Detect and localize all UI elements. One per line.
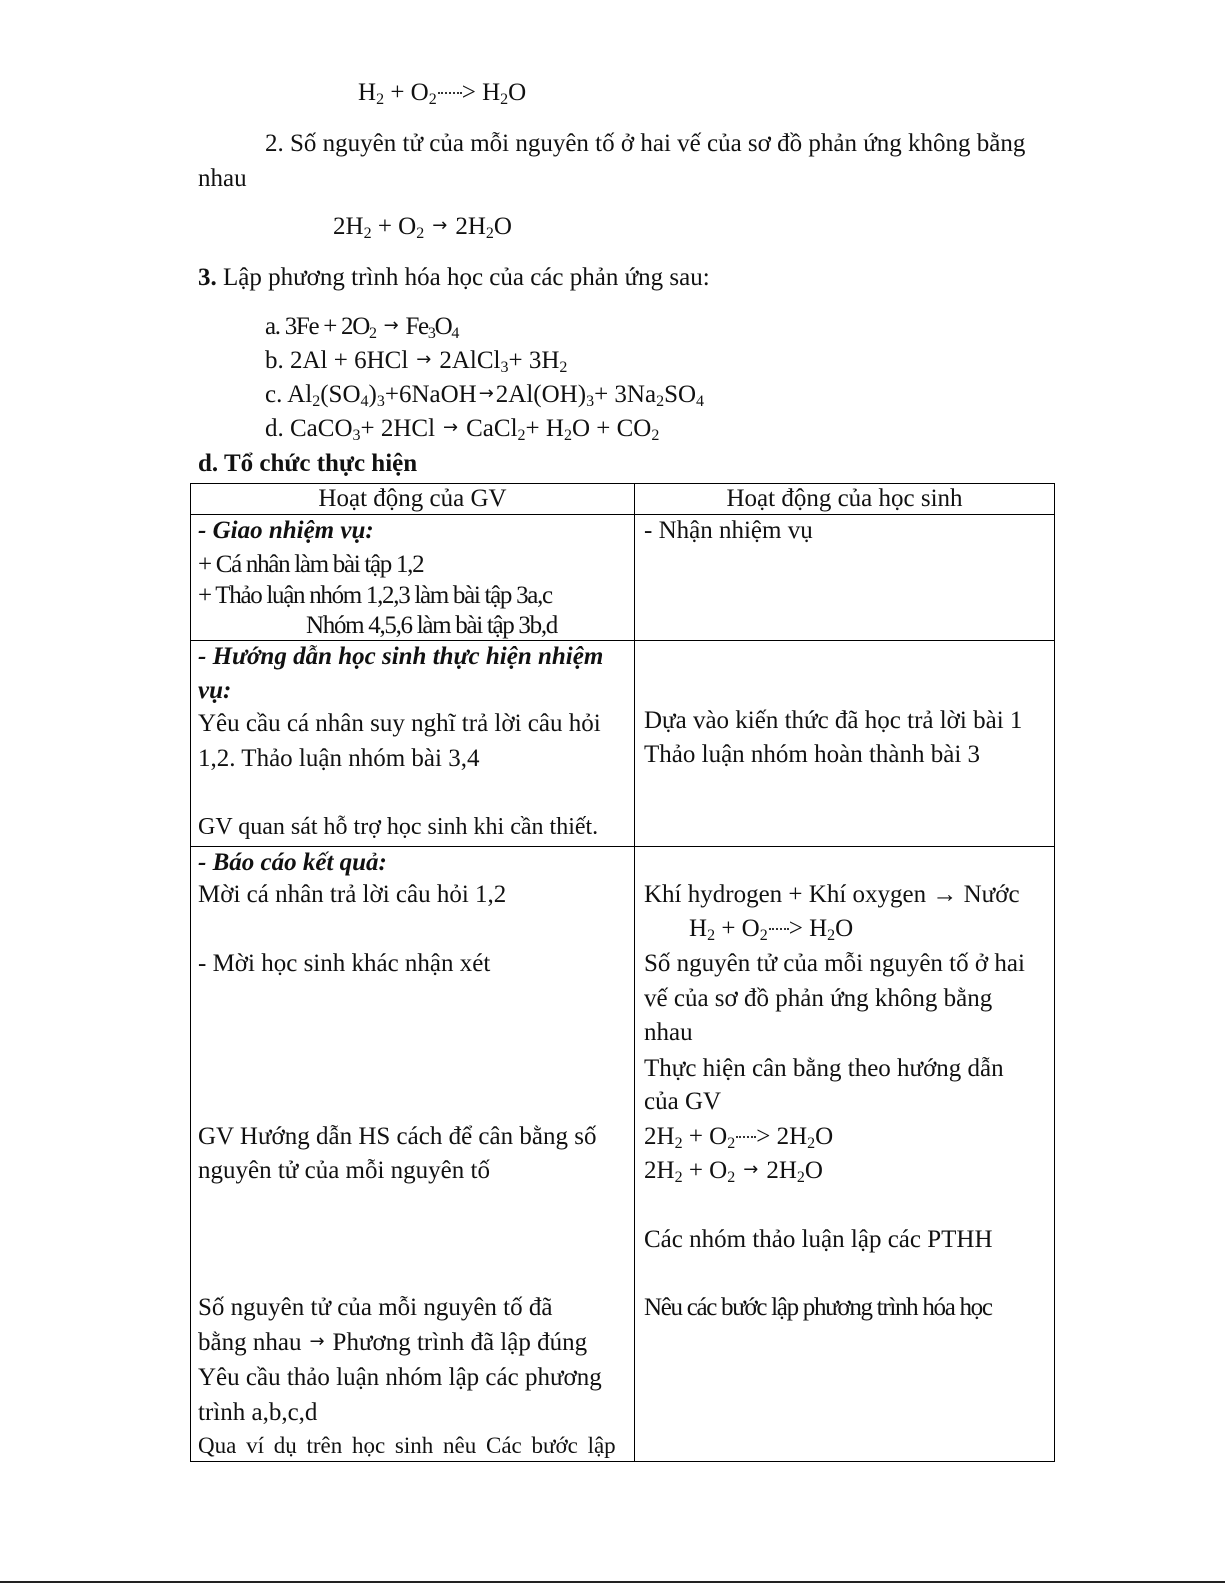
arrow-icon: → <box>416 349 432 370</box>
equation-d: d. CaCO$_3$+ 2HCl → CaCl$_2$+ $H_2O + CO_2$ <box>265 415 660 444</box>
arrow-icon: → <box>478 383 494 404</box>
item-2-text: 2. Số nguyên tử của mỗi nguyên tố ở hai vế của sơ đồ phản ứng không bằng <box>265 130 1026 157</box>
section-d-heading: d. Tổ chức thực hiện <box>198 450 418 477</box>
table-cell: $2H_2 + O_2 > 2H_2O$ <box>644 1123 834 1152</box>
table-cell: GV quan sát hỗ trợ học sinh khi cần thiết. <box>198 814 599 840</box>
table-cell: Thảo luận nhóm hoàn thành bài 3 <box>644 741 981 768</box>
dotted-arrow-icon <box>438 86 462 94</box>
table-cell: Yêu cầu cá nhân suy nghĩ trả lời câu hỏi <box>198 710 601 737</box>
table-cell: + Cá nhân làm bài tập 1,2 <box>198 551 424 578</box>
arrow-icon: → <box>743 1159 759 1180</box>
balanced-equation: $2H_2 + O_2 \to 2H_2O$ <box>333 213 512 242</box>
equation-b: b. 2Al + 6HCl → 2AlCl$_3$+ $3H_2$ <box>265 347 568 376</box>
equation-c: c. $Al_2(SO_4)_3+6NaOH \to 2Al(OH)_3+ 3Na_2SO_4$ <box>265 381 705 410</box>
arrow-icon: → <box>443 417 459 438</box>
arrow-icon: → <box>432 215 448 236</box>
table-cell: Nêu các bước lập phương trình hóa học <box>644 1294 992 1321</box>
equation-h2-o2-h2o: $H_2 + O_2 > H_2O$ <box>358 79 527 108</box>
table-cell: $H_2 + O_2 > H_2O$ <box>689 915 854 944</box>
assign-task-title: - Giao nhiệm vụ: <box>198 517 374 544</box>
table-cell: - Nhận nhiệm vụ <box>644 517 813 544</box>
header-gv: Hoạt động của GV <box>318 485 507 512</box>
dotted-arrow-icon <box>769 922 789 930</box>
table-cell: trình a,b,c,d <box>198 1399 318 1426</box>
table-cell: nguyên tử của mỗi nguyên tố <box>198 1157 490 1184</box>
guide-task-title: - Hướng dẫn học sinh thực hiện nhiệm <box>198 643 604 670</box>
table-cell: Số nguyên tử của mỗi nguyên tố ở hai <box>644 950 1025 977</box>
item-2-continuation: nhau <box>198 165 247 192</box>
table-cell: Thực hiện cân bằng theo hướng dẫn <box>644 1055 1004 1082</box>
guide-task-title-cont: vụ: <box>198 677 232 704</box>
table-cell: Nhóm 4,5,6 làm bài tập 3b,d <box>306 612 557 639</box>
table-cell: + Thảo luận nhóm 1,2,3 làm bài tập 3a,c <box>198 582 552 609</box>
equation-a: a. $3Fe + 2O_2 \to Fe_3O_4$ <box>265 313 459 342</box>
arrow-icon: → <box>309 1331 325 1352</box>
table-cell: Mời cá nhân trả lời câu hỏi 1,2 <box>198 881 507 908</box>
table-cell: Yêu cầu thảo luận nhóm lập các phương <box>198 1364 602 1391</box>
table-cell: - Mời học sinh khác nhận xét <box>198 950 491 977</box>
arrow-icon: → <box>383 315 398 336</box>
table-cell: bằng nhau → Phương trình đã lập đúng <box>198 1329 588 1356</box>
table-cell: Các nhóm thảo luận lập các PTHH <box>644 1226 993 1253</box>
table-cell: GV Hướng dẫn HS cách để cân bằng số <box>198 1123 597 1150</box>
table-cell: nhau <box>644 1019 693 1046</box>
header-hs: Hoạt động của học sinh <box>726 485 963 512</box>
report-result-title: - Báo cáo kết quả: <box>198 849 387 876</box>
table-cell: Số nguyên tử của mỗi nguyên tố đã <box>198 1294 553 1321</box>
page-bottom-rule <box>0 1581 1225 1583</box>
table-cell: vế của sơ đồ phản ứng không bằng <box>644 985 993 1012</box>
table-cell: 1,2. Thảo luận nhóm bài 3,4 <box>198 745 480 772</box>
table-cell: Qua ví dụ trên học sinh nêu Các bước lập <box>198 1433 616 1458</box>
table-cell: Khí hydrogen + Khí oxygen → Nước <box>644 881 1020 908</box>
table-cell: Dựa vào kiến thức đã học trả lời bài 1 <box>644 707 1023 734</box>
section-3-heading: 3. Lập phương trình hóa học của các phản ứng sau: <box>198 264 710 291</box>
table-cell: của GV <box>644 1088 722 1115</box>
table-cell: $2H_2 + O_2 \to 2H_2O$ <box>644 1157 823 1186</box>
dotted-arrow-icon <box>736 1130 756 1138</box>
